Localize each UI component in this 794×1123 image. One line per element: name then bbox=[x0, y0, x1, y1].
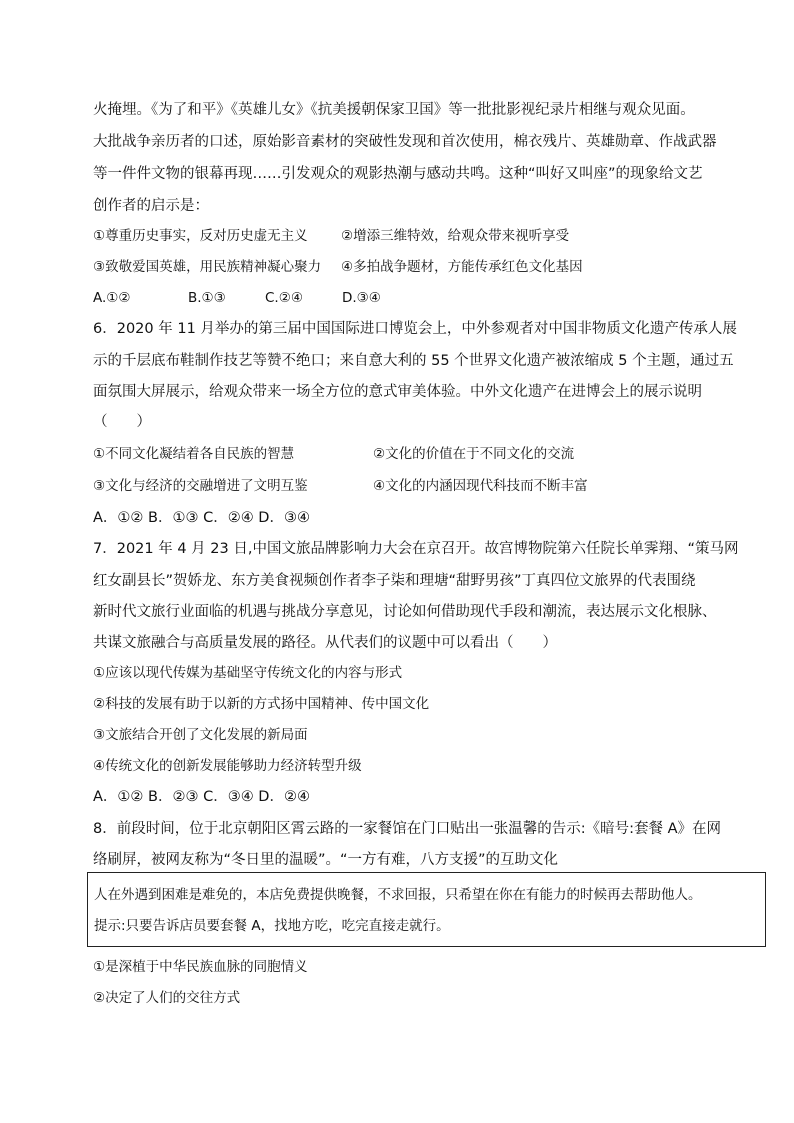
q7-text-line: 新时代文旅行业面临的机遇与挑战分享意见，讨论如何借助现代手段和潮流，表达展示文化根脉、 bbox=[93, 604, 717, 620]
q5-statement-row bbox=[93, 226, 569, 246]
notice-line: 提示:只要告诉店员要套餐 A，找地方吃，吃完直接走就行。 bbox=[94, 918, 450, 934]
q6-statement-row bbox=[93, 444, 574, 464]
q7-statement: ①应该以现代传媒为基础坚守传统文化的内容与形式 bbox=[93, 665, 403, 681]
q6-answer-blank: （ ） bbox=[93, 414, 151, 430]
q5-statement: ③致敬爱国英雄，用民族精神凝心聚力 bbox=[93, 259, 322, 275]
q5-text-line: 等一件件文物的银幕再现……引发观众的观影热潮与感动共鸣。这种“叫好又叫座”的现象给文艺 bbox=[93, 166, 703, 182]
q7-text-line: 7．2021 年 4 月 23 日,中国文旅品牌影响力大会在京召开。故宫博物院第六任院长单霁翔、“策马网 bbox=[93, 541, 739, 557]
q7-statement: ③文旅结合开创了文化发展的新局面 bbox=[93, 727, 308, 743]
q6-statement: ②文化的价值在于不同文化的交流 bbox=[373, 446, 575, 462]
q7-statement: ④传统文化的创新发展能够助力经济转型升级 bbox=[93, 758, 362, 774]
q8-statement: ①是深植于中华民族血脉的同胞情义 bbox=[93, 959, 308, 975]
q5-text-line: 创作者的启示是： bbox=[93, 198, 209, 214]
notice-line: 人在外遇到困难是难免的，本店免费提供晚餐，不求回报，只希望在你在有能力的时候再去帮助他人。 bbox=[94, 887, 702, 903]
q6-text-line: 示的千层底布鞋制作技艺等赞不绝口；来自意大利的 55 个世界文化遗产被浓缩成 5 个主题，通过五 bbox=[93, 353, 734, 369]
q5-statement-row bbox=[93, 257, 583, 277]
q6-choices[interactable]: A．①② B．①③ C．②④ D．③④ bbox=[93, 510, 310, 526]
notice-box bbox=[87, 872, 766, 947]
choice-d[interactable]: D.③④ bbox=[342, 290, 381, 306]
q6-statement: ④文化的内涵因现代科技而不断丰富 bbox=[373, 478, 588, 494]
q6-statement: ①不同文化凝结着各自民族的智慧 bbox=[93, 446, 295, 462]
q7-statement: ②科技的发展有助于以新的方式扬中国精神、传中国文化 bbox=[93, 696, 430, 712]
q6-statement-row bbox=[93, 476, 588, 496]
q6-statement: ③文化与经济的交融增进了文明互鉴 bbox=[93, 478, 308, 494]
q5-statement: ④多拍战争题材，方能传承红色文化基因 bbox=[341, 259, 583, 275]
q7-text-line: 红女副县长”贺娇龙、东方美食视频创作者李子柒和理塘“甜野男孩”丁真四位文旅界的代表围绕 bbox=[93, 573, 696, 589]
choice-b[interactable]: B.①③ bbox=[188, 290, 226, 306]
q8-text-line: 8．前段时间，位于北京朝阳区霄云路的一家餐馆在门口贴出一张温馨的告示:《暗号:套餐 A》在网 bbox=[93, 821, 722, 837]
q5-text-line: 火掩埋。《为了和平》《英雄儿女》《抗美援朝保家卫国》等一批批影视纪录片相继与观众见面。 bbox=[93, 102, 695, 118]
q8-text-line: 络刷屏，被网友称为“冬日里的温暖”。“一方有难，八方支援”的互助文化 bbox=[93, 852, 559, 868]
choice-a[interactable]: A.①② bbox=[93, 290, 131, 306]
q5-statement: ②增添三维特效，给观众带来视听享受 bbox=[341, 228, 570, 244]
q5-statement: ①尊重历史事实，反对历史虚无主义 bbox=[93, 228, 308, 244]
q6-text-line: 6．2020 年 11 月举办的第三届中国国际进口博览会上，中外参观者对中国非物质文化遗产传承人展 bbox=[93, 321, 737, 337]
q7-text-line: 共谋文旅融合与高质量发展的路径。从代表们的议题中可以看出（ ） bbox=[93, 635, 557, 651]
q6-text-line: 面氛围大屏展示，给观众带来一场全方位的意式审美体验。中外文化遗产在进博会上的展示说明 bbox=[93, 384, 702, 400]
q7-choices[interactable]: A．①② B．②③ C．③④ D．②④ bbox=[93, 789, 310, 805]
q8-statement: ②决定了人们的交往方式 bbox=[93, 990, 241, 1006]
q5-text-line: 大批战争亲历者的口述，原始影音素材的突破性发现和首次使用，棉衣残片、英雄勋章、作战武器 bbox=[93, 134, 717, 150]
choice-c[interactable]: C.②④ bbox=[265, 290, 303, 306]
q5-choices bbox=[93, 288, 381, 308]
